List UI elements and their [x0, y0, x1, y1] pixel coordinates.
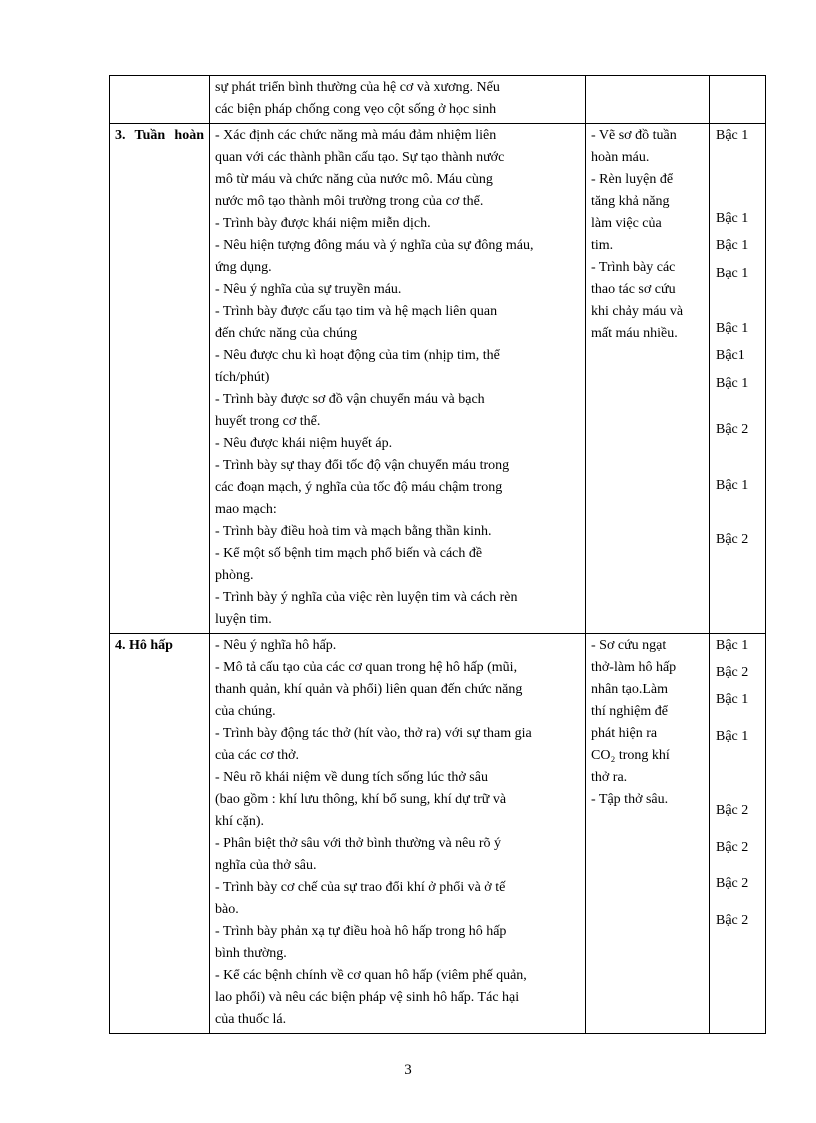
skill-line: - Vẽ sơ đồ tuần	[591, 128, 677, 143]
level-label: Bậc 1	[716, 729, 749, 744]
level-label: Bậc 1	[716, 211, 749, 226]
content-line: của chúng.	[215, 704, 276, 719]
levels-cell	[710, 76, 766, 124]
level-label: Bậc 2	[716, 532, 749, 547]
topic-cell	[110, 634, 210, 1034]
content-line: (bao gồm : khí lưu thông, khí bổ sung, khí dự trữ và	[215, 792, 507, 807]
content-line: ứng dụng.	[215, 260, 272, 275]
skill-line: - Sơ cứu ngạt	[591, 638, 667, 653]
skills-cell	[586, 634, 710, 1034]
topic-cell	[110, 124, 210, 634]
table-row	[110, 76, 766, 124]
content-line: các đoạn mạch, ý nghĩa của tốc độ máu chậm trong	[215, 480, 503, 495]
levels-cell	[710, 634, 766, 1034]
level-label: Bậc 2	[716, 665, 749, 680]
content-line: mao mạch:	[215, 502, 277, 517]
skill-line: nhân tạo.Làm	[591, 682, 668, 697]
content-line: - Xác định các chức năng mà máu đảm nhiệm liên	[215, 128, 497, 143]
level-label: Bậc1	[716, 348, 745, 363]
content-cell	[210, 124, 586, 634]
skill-line: khi chảy máu và	[591, 304, 684, 319]
content-line: nghĩa của thở sâu.	[215, 858, 317, 873]
content-line: - Trình bày phản xạ tự điều hoà hô hấp trong hô hấp	[215, 924, 507, 939]
content-line: bào.	[215, 902, 239, 917]
content-line: thanh quản, khí quản và phổi) liên quan đến chức năng	[215, 682, 523, 697]
content-line: - Kể các bệnh chính về cơ quan hô hấp (viêm phế quản,	[215, 968, 527, 983]
level-label: Bạc 1	[716, 266, 749, 281]
content-line: quan với các thành phần cấu tạo. Sự tạo thành nước	[215, 150, 505, 165]
skill-line: hoàn máu.	[591, 150, 650, 165]
level-label: Bậc 2	[716, 803, 749, 818]
content-line: - Phân biệt thở sâu với thở bình thường và nêu rõ ý	[215, 836, 502, 851]
content-line: mô từ máu và chức năng của nước mô. Máu cùng	[215, 172, 493, 187]
content-line: - Trình bày động tác thở (hít vào, thở ra) với sự tham gia	[215, 726, 532, 741]
level-label: Bậc 2	[716, 913, 749, 928]
level-label: Bậc 1	[716, 376, 749, 391]
skills-cell	[586, 76, 710, 124]
content-line: - Trình bày được sơ đồ vận chuyển máu và bạch	[215, 392, 485, 407]
topic-label: 3. Tuần hoàn	[115, 128, 204, 143]
skill-line: thí nghiệm để	[591, 704, 668, 719]
page-number: 3	[404, 1062, 412, 1078]
content-line: - Nêu ý nghĩa của sự truyền máu.	[215, 282, 402, 297]
skill-line: - Rèn luyện để	[591, 172, 674, 187]
content-line: tích/phút)	[215, 370, 270, 385]
content-cell	[210, 76, 586, 124]
content-line: nước mô tạo thành môi trường trong của cơ thể.	[215, 194, 484, 209]
content-line: - Mô tả cấu tạo của các cơ quan trong hệ hô hấp (mũi,	[215, 660, 518, 675]
skill-line: - Trình bày các	[591, 260, 676, 275]
content-line: - Nêu rõ khái niệm về dung tích sống lúc thở sâu	[215, 770, 488, 785]
content-line: khí cặn).	[215, 814, 264, 829]
content-line: sự phát triển bình thường của hệ cơ và xương. Nếu	[215, 80, 500, 95]
skill-line: phát hiện ra	[591, 726, 658, 741]
level-label: Bậc 1	[716, 238, 749, 253]
content-cell	[210, 634, 586, 1034]
table-row	[110, 634, 766, 1034]
skill-line: thở ra.	[591, 770, 628, 785]
topic-cell	[110, 76, 210, 124]
skill-line: thở-làm hô hấp	[591, 660, 677, 675]
skills-cell	[586, 124, 710, 634]
content-line: - Trình bày điều hoà tim và mạch bằng thần kinh.	[215, 524, 492, 539]
level-label: Bậc 2	[716, 876, 749, 891]
level-label: Bậc 2	[716, 840, 749, 855]
content-line: - Nêu ý nghĩa hô hấp.	[215, 638, 337, 653]
topic-label: 4. Hô hấp	[115, 638, 173, 653]
content-line: - Trình bày ý nghĩa của việc rèn luyện tim và cách rèn	[215, 590, 518, 605]
content-line: bình thường.	[215, 946, 287, 961]
content-line: - Nêu hiện tượng đông máu và ý nghĩa của sự đông máu,	[215, 238, 534, 253]
content-line: các biện pháp chống cong vẹo cột sống ở học sinh	[215, 102, 497, 117]
content-line: - Trình bày cơ chế của sự trao đổi khí ở phổi và ở tế	[215, 880, 506, 895]
levels-cell	[710, 124, 766, 634]
level-label: Bậc 1	[716, 128, 749, 143]
level-label: Bậc 1	[716, 638, 749, 653]
skill-line: tim.	[591, 238, 614, 253]
content-line: - Trình bày được khái niệm miễn dịch.	[215, 216, 431, 231]
content-line: - Nêu được chu kì hoạt động của tim (nhịp tim, thể	[215, 348, 500, 363]
level-label: Bậc 1	[716, 478, 749, 493]
skill-line: thao tác sơ cứu	[591, 282, 676, 297]
content-line: - Trình bày sự thay đổi tốc độ vận chuyển máu trong	[215, 458, 510, 473]
level-label: Bậc 1	[716, 692, 749, 707]
content-line: lao phổi) và nêu các biện pháp vệ sinh hô hấp. Tác hại	[215, 990, 520, 1005]
curriculum-table	[109, 75, 766, 1034]
content-line: - Trình bày được cấu tạo tim và hệ mạch liên quan	[215, 304, 498, 319]
table-row	[110, 124, 766, 634]
content-line: - Nêu được khái niệm huyết áp.	[215, 436, 393, 451]
skill-line: - Tập thở sâu.	[591, 792, 669, 807]
content-line: - Kể một số bệnh tim mạch phổ biến và cách đề	[215, 546, 483, 561]
level-label: Bậc 1	[716, 321, 749, 336]
skill-line: mất máu nhiều.	[591, 326, 678, 341]
content-line: của thuốc lá.	[215, 1012, 287, 1027]
content-line: đến chức năng của chúng	[215, 326, 358, 341]
content-line: huyết trong cơ thể.	[215, 414, 321, 429]
skill-line: CO₂ trong khí	[591, 748, 670, 763]
content-line: của các cơ thở.	[215, 748, 299, 763]
skill-line: tăng khả năng	[591, 194, 670, 209]
content-line: phòng.	[215, 568, 254, 583]
level-label: Bậc 2	[716, 422, 749, 437]
skill-line: làm việc của	[591, 216, 662, 231]
content-line: luyện tim.	[215, 612, 272, 627]
